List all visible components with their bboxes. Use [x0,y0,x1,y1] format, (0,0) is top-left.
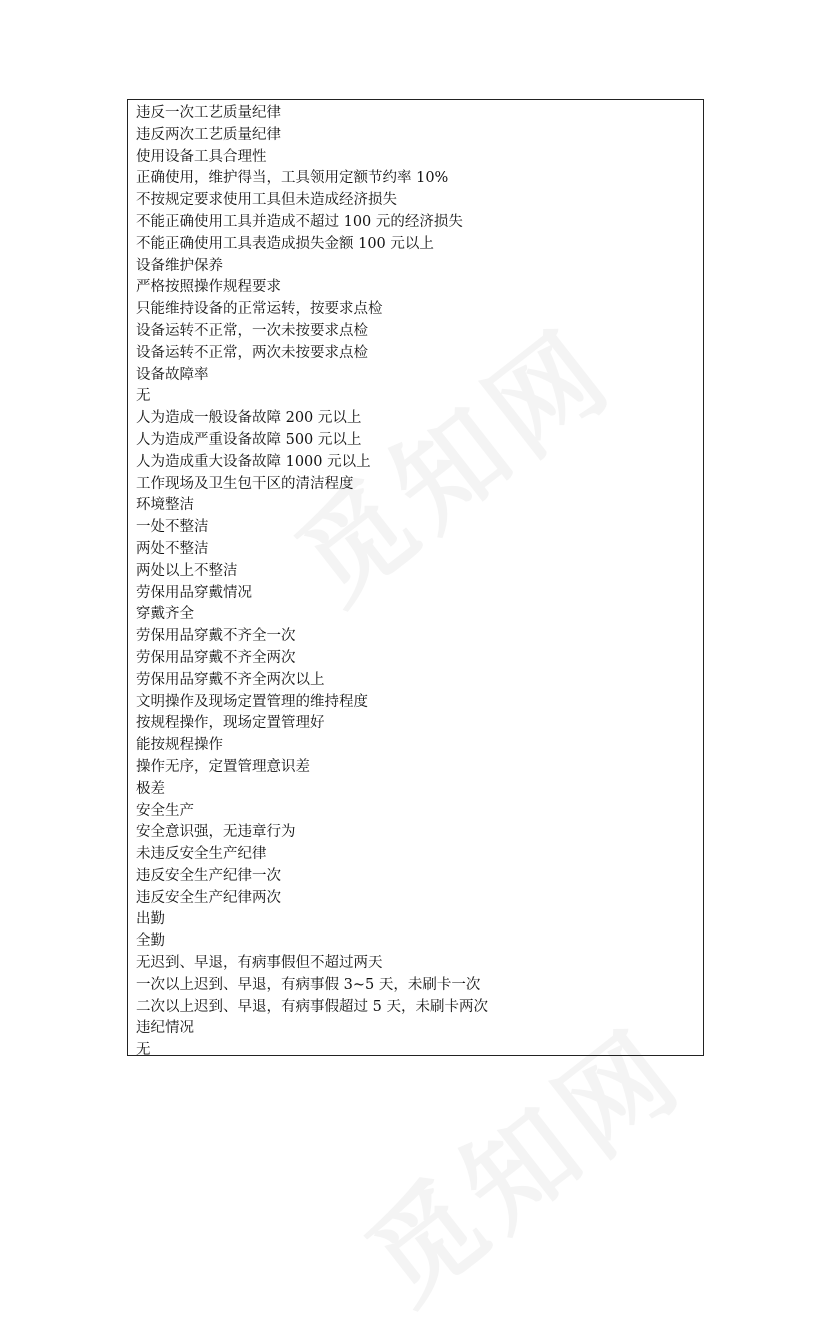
document-line: 不能正确使用工具表造成损失金额 100 元以上 [136,235,434,252]
document-line: 安全意识强，无违章行为 [136,824,296,841]
document-line: 劳保用品穿戴不齐全一次 [136,628,296,645]
document-line: 设备故障率 [136,366,209,383]
document-line: 人为造成一般设备故障 200 元以上 [136,410,362,427]
document-line: 劳保用品穿戴不齐全两次以上 [136,671,325,688]
document-line: 操作无序，定置管理意识差 [136,758,310,775]
document-line: 文明操作及现场定置管理的维持程度 [136,693,368,710]
document-line: 劳保用品穿戴不齐全两次 [136,649,296,666]
document-line: 二次以上迟到、早退，有病事假超过 5 天，未刷卡两次 [136,998,488,1015]
document-line: 只能维持设备的正常运转，按要求点检 [136,301,383,318]
document-line: 全勤 [136,933,165,950]
document-line: 环境整洁 [136,497,194,514]
document-line: 未违反安全生产纪律 [136,846,267,863]
document-line: 人为造成严重设备故障 500 元以上 [136,431,362,448]
document-line: 两处不整洁 [136,540,209,557]
document-line: 一处不整洁 [136,519,209,536]
document-line: 出勤 [136,911,165,928]
document-line: 极差 [136,780,165,797]
document-line: 违反安全生产纪律两次 [136,889,281,906]
document-line: 能按规程操作 [136,737,223,754]
document-line: 无 [136,1042,151,1059]
document-line: 违反两次工艺质量纪律 [136,126,281,143]
document-line: 穿戴齐全 [136,606,194,623]
document-line: 两处以上不整洁 [136,562,238,579]
document-line: 人为造成重大设备故障 1000 元以上 [136,453,371,470]
document-line: 使用设备工具合理性 [136,148,267,165]
document-line: 一次以上迟到、早退，有病事假 3~5 天，未刷卡一次 [136,976,481,993]
document-line: 正确使用，维护得当，工具领用定额节约率 10% [136,170,449,187]
document-line: 无 [136,388,151,405]
document-line: 违反一次工艺质量纪律 [136,105,281,121]
document-line: 工作现场及卫生包干区的清洁程度 [136,475,354,492]
document-line-list [136,103,699,1062]
document-line: 严格按照操作规程要求 [136,279,281,296]
document-line: 安全生产 [136,802,194,819]
document-line: 设备运转不正常，两次未按要求点检 [136,344,368,361]
document-line: 违纪情况 [136,1020,194,1037]
document-line: 违反安全生产纪律一次 [136,867,281,884]
document-line: 劳保用品穿戴情况 [136,584,252,601]
document-line: 无迟到、早退，有病事假但不超过两天 [136,955,383,972]
document-line: 不能正确使用工具并造成不超过 100 元的经济损失 [136,213,463,230]
document-line: 设备运转不正常，一次未按要求点检 [136,322,368,339]
document-line: 设备维护保养 [136,257,223,274]
document-table-cell [127,99,704,1059]
document-line: 按规程操作，现场定置管理好 [136,715,325,732]
document-line: 不按规定要求使用工具但未造成经济损失 [136,192,397,209]
